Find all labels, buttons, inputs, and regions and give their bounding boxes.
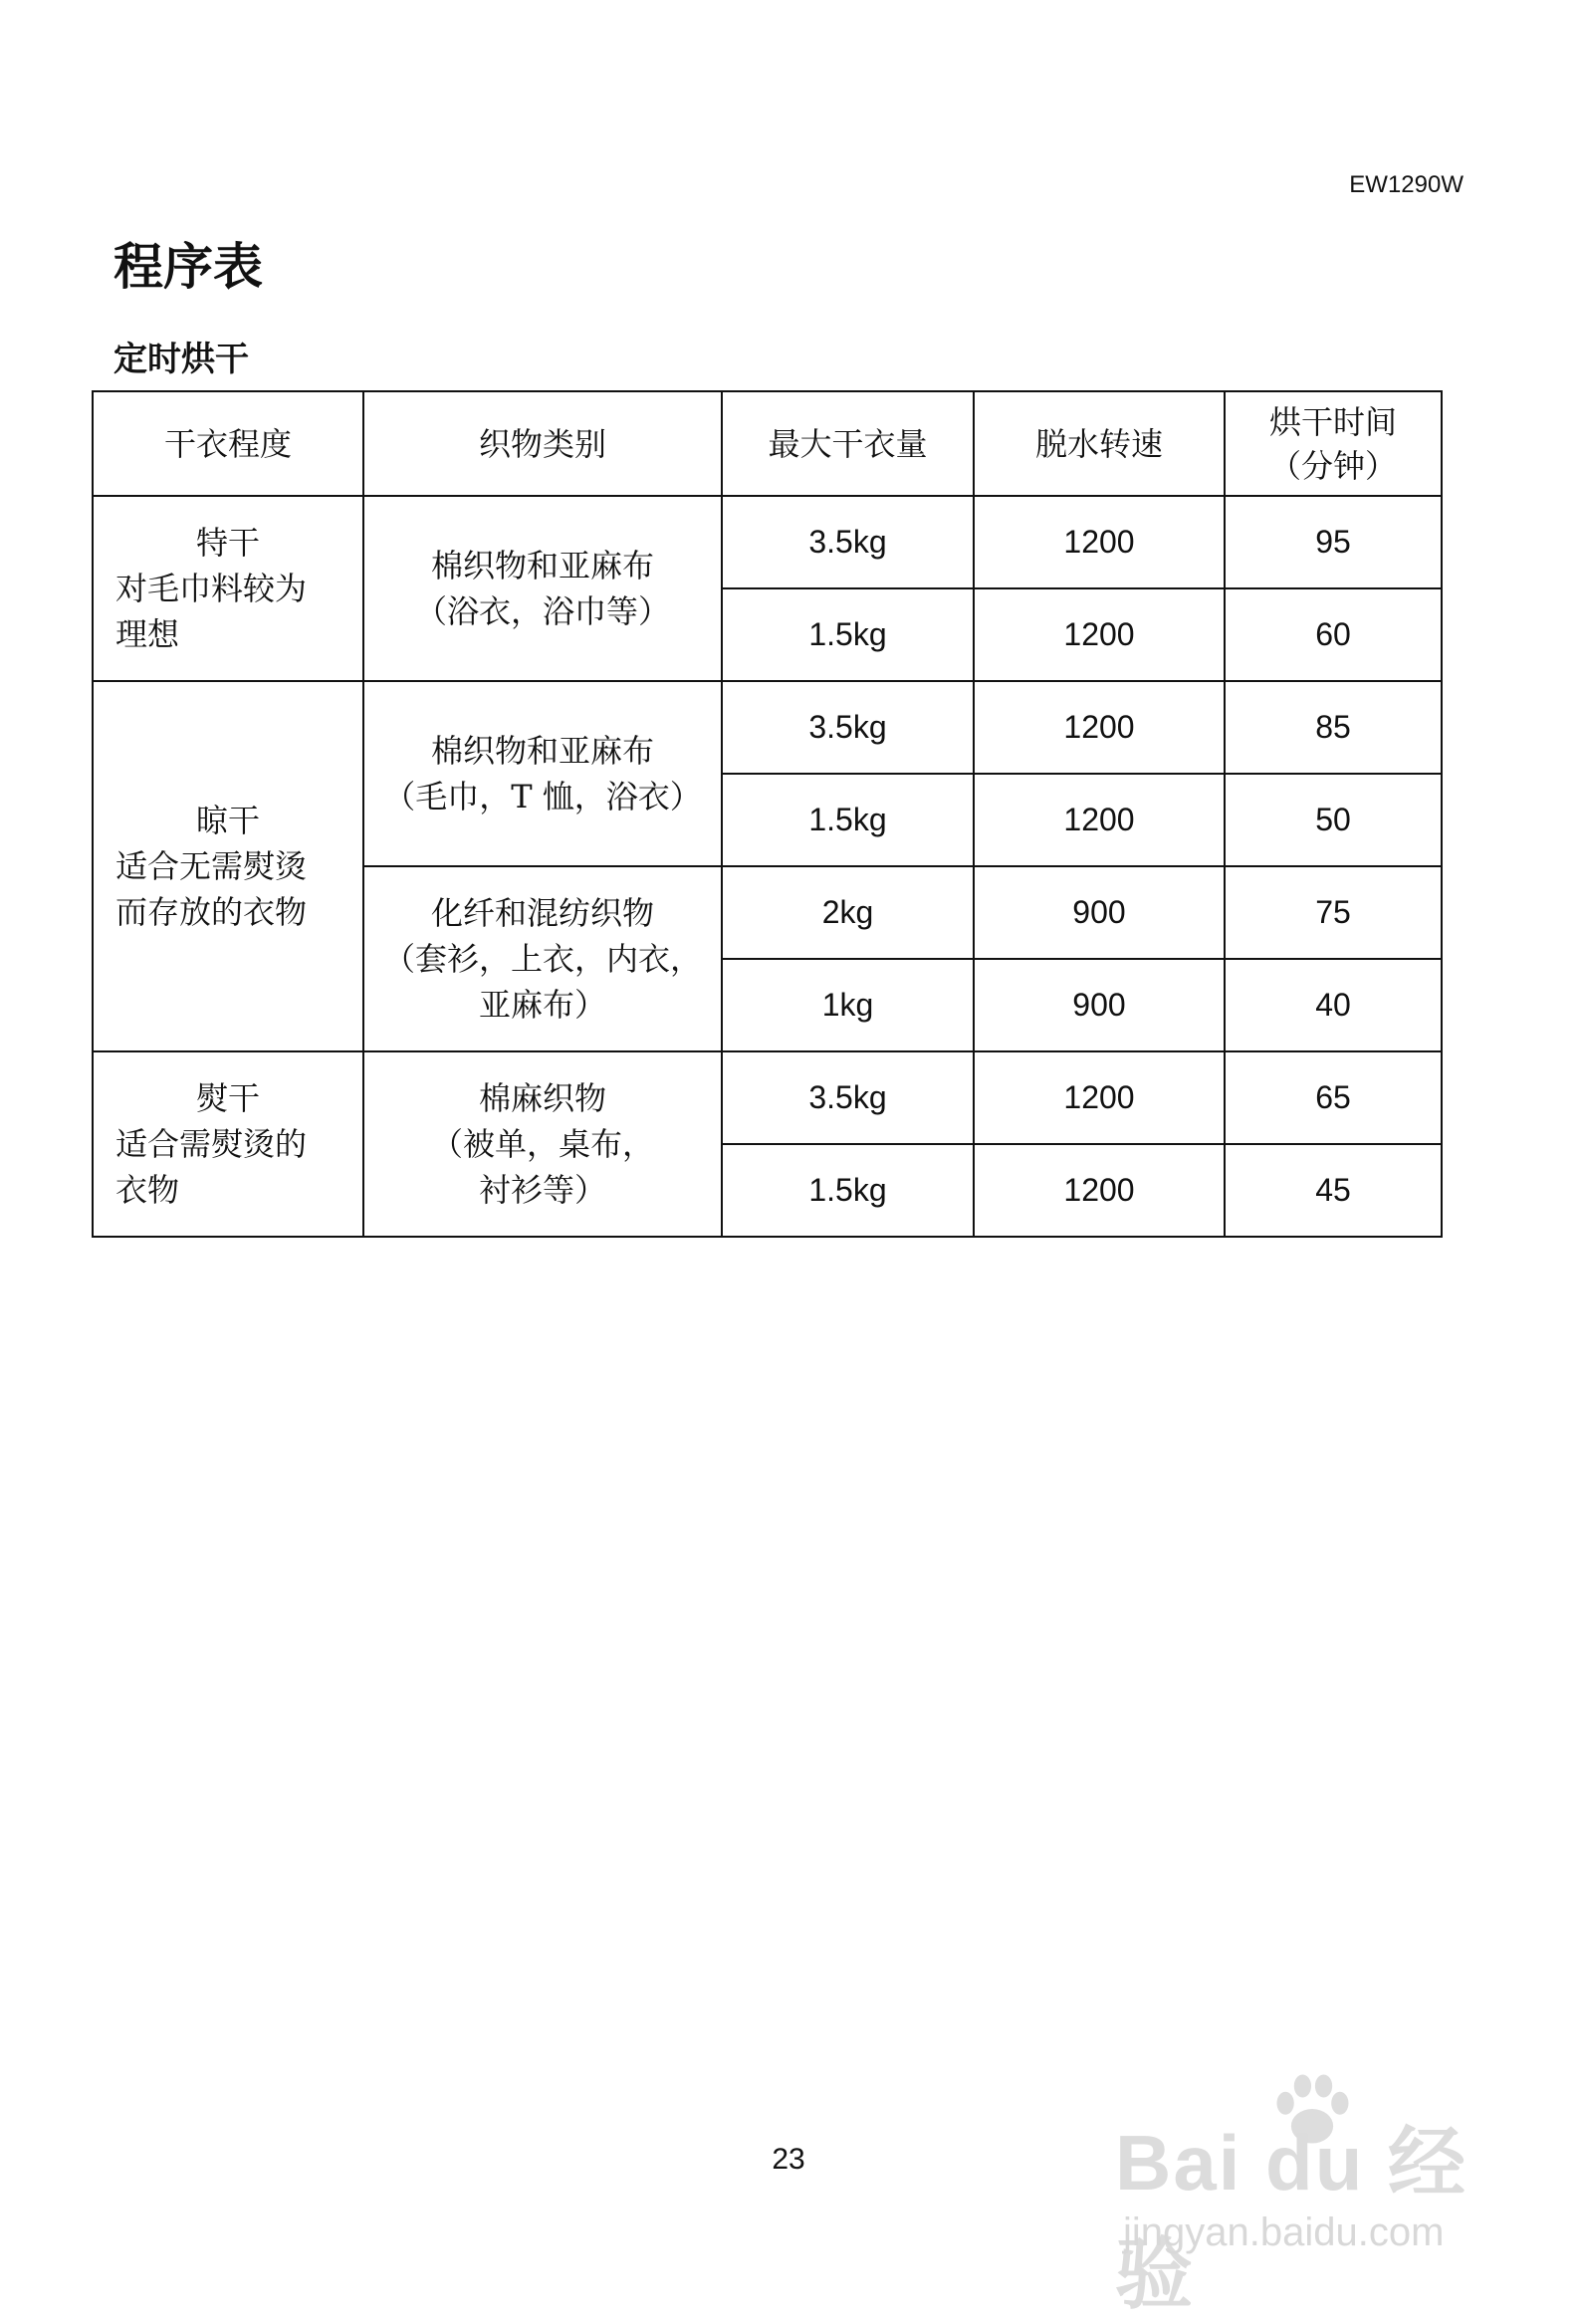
dry-level-name: 晾干 (195, 802, 260, 839)
table-row (93, 681, 1442, 774)
load-cell: 3.5kg (722, 681, 974, 774)
dry-level-name: 特干 (195, 524, 260, 562)
fabric-type-name: 棉织物和亚麻布 (430, 547, 654, 584)
time-cell: 50 (1225, 774, 1442, 866)
fabric-type-examples: 衬衫等） (478, 1171, 606, 1209)
watermark (1115, 2061, 1513, 2318)
fabric-type-cell (363, 866, 722, 1051)
page-title: 程序表 (113, 238, 263, 296)
dry-level-desc: 衣物 (115, 1171, 180, 1209)
fabric-type-examples: （毛巾，T 恤，浴衣） (383, 778, 702, 815)
time-cell: 85 (1225, 681, 1442, 774)
fabric-type-name: 化纤和混纺织物 (430, 894, 654, 932)
section-title: 定时烘干 (113, 340, 249, 379)
header-fabric-type: 织物类别 (363, 391, 722, 496)
time-cell: 45 (1225, 1144, 1442, 1237)
dry-level-desc: 而存放的衣物 (115, 893, 308, 931)
time-cell: 75 (1225, 866, 1442, 959)
dry-level-cell (93, 1051, 363, 1237)
fabric-type-examples: （浴衣，浴巾等） (414, 592, 670, 630)
fabric-type-cell (363, 1051, 722, 1237)
speed-cell: 1200 (974, 496, 1225, 588)
fabric-type-name: 棉麻织物 (478, 1079, 606, 1117)
dry-level-cell (93, 681, 363, 1051)
header-drying-time-unit: （分钟） (1268, 446, 1397, 485)
table-row (93, 496, 1442, 588)
dry-level-desc: 适合需熨烫的 (115, 1125, 308, 1163)
speed-cell: 1200 (974, 1051, 1225, 1144)
dry-level-cell (93, 496, 363, 681)
program-table (92, 390, 1443, 1238)
table-header-row (93, 391, 1442, 496)
speed-cell: 1200 (974, 588, 1225, 681)
speed-cell: 900 (974, 959, 1225, 1051)
time-cell: 40 (1225, 959, 1442, 1051)
fabric-type-examples: 亚麻布） (478, 986, 606, 1024)
table-row (93, 1051, 1442, 1144)
load-cell: 1.5kg (722, 1144, 974, 1237)
speed-cell: 1200 (974, 681, 1225, 774)
fabric-type-name: 棉织物和亚麻布 (430, 732, 654, 770)
fabric-type-examples: （套衫，上衣，内衣， (382, 940, 702, 978)
fabric-type-cell (363, 681, 722, 866)
model-number: EW1290W (1349, 171, 1464, 198)
time-cell: 65 (1225, 1051, 1442, 1144)
load-cell: 3.5kg (722, 1051, 974, 1144)
page-number: 23 (772, 2143, 805, 2176)
load-cell: 1kg (722, 959, 974, 1051)
dry-level-desc: 对毛巾料较为 (115, 570, 308, 607)
watermark-logo: Bai du 经验 (1115, 2119, 1468, 2318)
time-cell: 95 (1225, 496, 1442, 588)
speed-cell: 900 (974, 866, 1225, 959)
load-cell: 1.5kg (722, 588, 974, 681)
time-cell: 60 (1225, 588, 1442, 681)
header-dry-level: 干衣程度 (93, 391, 363, 496)
load-cell: 2kg (722, 866, 974, 959)
header-spin-speed: 脱水转速 (974, 391, 1225, 496)
dry-level-name: 熨干 (195, 1079, 260, 1117)
fabric-type-cell (363, 496, 722, 681)
header-max-load: 最大干衣量 (722, 391, 974, 496)
dry-level-desc: 理想 (115, 615, 180, 653)
fabric-type-examples: （被单，桌布， (430, 1125, 654, 1163)
dry-level-desc: 适合无需熨烫 (115, 847, 308, 885)
load-cell: 1.5kg (722, 774, 974, 866)
watermark-url: jingyan.baidu.com (1123, 2210, 1445, 2254)
speed-cell: 1200 (974, 1144, 1225, 1237)
speed-cell: 1200 (974, 774, 1225, 866)
header-drying-time (1225, 391, 1442, 496)
load-cell: 3.5kg (722, 496, 974, 588)
header-drying-time-label: 烘干时间 (1268, 402, 1397, 441)
